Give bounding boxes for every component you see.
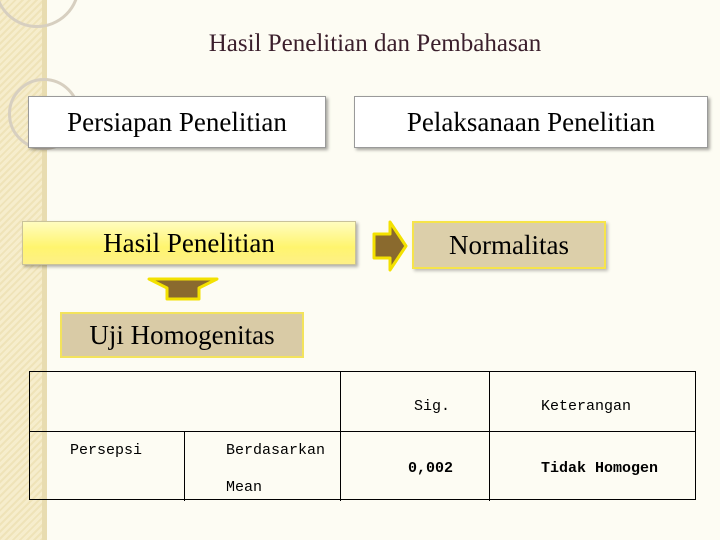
- box-uji-homogenitas: [60, 312, 304, 358]
- table-sig-value: 0,002: [408, 460, 454, 477]
- box-hasil-penelitian: [22, 221, 356, 265]
- box-hasil-label: Hasil Penelitian: [103, 227, 275, 258]
- table-header-sig: Sig.: [414, 398, 451, 415]
- box-persiapan-label: Persiapan Penelitian: [67, 106, 287, 137]
- box-persiapan-penelitian: [28, 96, 326, 148]
- table-header-keterangan: Keterangan: [541, 398, 632, 415]
- table-row-label-persepsi: Persepsi: [70, 442, 143, 459]
- homogeneity-table: [29, 371, 696, 500]
- right-arrow-icon: [372, 220, 408, 272]
- box-pelaksanaan-penelitian: [354, 96, 708, 148]
- table-divider: [30, 431, 696, 432]
- table-divider: [184, 431, 185, 501]
- box-uji-homogenitas-label: Uji Homogenitas: [89, 319, 275, 350]
- table-row-label-berdasarkan: Berdasarkan: [226, 442, 326, 459]
- down-arrow-icon: [147, 276, 219, 302]
- table-keterangan-value: Tidak Homogen: [541, 460, 659, 477]
- box-normalitas: [412, 221, 606, 269]
- box-pelaksanaan-label: Pelaksanaan Penelitian: [406, 106, 656, 137]
- slide-title: Hasil Penelitian dan Pembahasan: [208, 30, 542, 57]
- table-divider: [489, 372, 490, 501]
- table-row-label-mean: Mean: [226, 479, 263, 496]
- table-divider: [340, 372, 341, 501]
- box-normalitas-label: Normalitas: [449, 229, 569, 260]
